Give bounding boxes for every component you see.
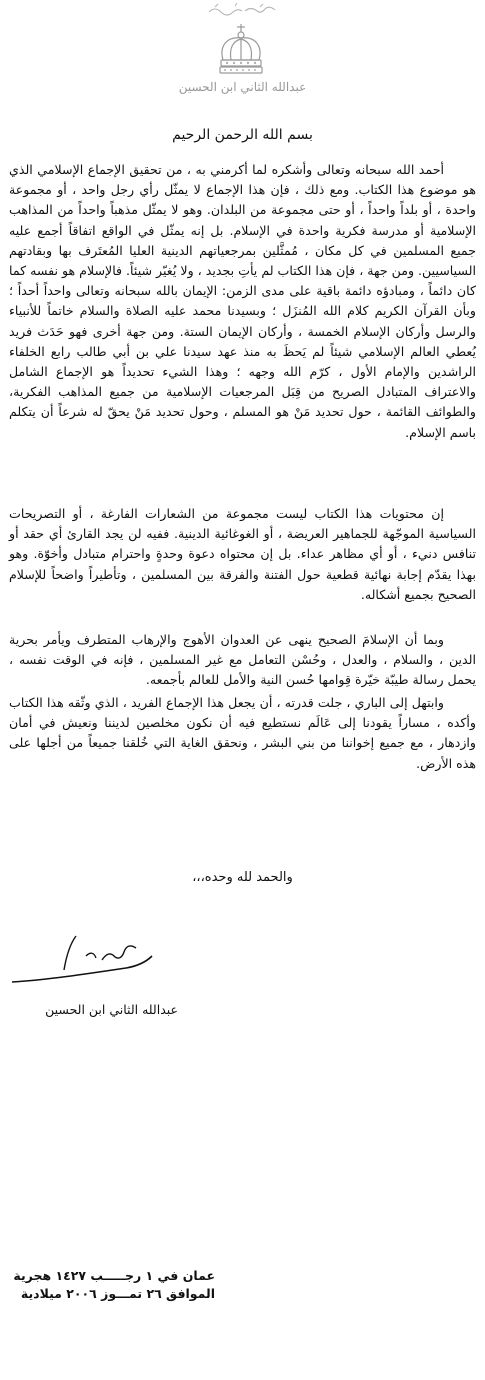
royal-crown-icon xyxy=(213,22,269,78)
date-gregorian: الموافق ٢٦ تمـــوز ٢٠٠٦ ميلادية xyxy=(20,1286,215,1301)
paragraph-2: إن محتويات هذا الكتاب ليست مجموعة من الشعارات الفارغة ، أو التصريحات السياسية الموجّهة للجماهير العريضة ، أو الغوغائية الدينية. ففيه لن يجد القارئ أي حقد أو تنافس دنيء ، أو أي مظاهر عداء. بل إن محتواه دعوة وحدةٍ واحترام متبادل وأخوّة. وهو بهذا يقدّم إجابة نهائية قطعية حول الفتنة والفرقة بين المسلمين ، وتأطيراً واضحاً للإسلام الصحيح بجميع أشكاله. xyxy=(9,506,476,602)
handwritten-signature-icon xyxy=(6,930,166,990)
paragraph-1: أحمد الله سبحانه وتعالى وأشكره لما أكرمني به ، من تحقيق الإجماع الإسلامي الذي هو موضوع هذا الكتاب. ومع ذلك ، فإن هذا الإجماع لا يمثّل رأي رجل واحد ، أو مجموعة واحدة ، أو بلداً واحداً ، أو حتى مجموعة من البلدان. وهو لا يمثّل مذهباً واحداً من المذاهب الإسلامية أو مدرسة فكرية واحدة في الإسلام. بل إنه يمثّل في الواقع اتفاقاً أجمع عليه جميع المسلمين في كل مكان ، مُمثَّلين بمرجعياتهم الدينية العليا المُعتَرف بها وبقادتهم السياسيين. ومن جهة ، فإن هذا الكتاب لم يأتِ بجديد ، ولا يُغيّر شيئاً. فالإسلام هو نفسه كما كان دائماً ، ومبادؤه دائمة باقية على مدى الزمن: الإيمان بالله سبحانه وتعالى واحداً أحداً ؛ وبأن القرآن الكريم كلام الله المُنزَل ؛ وبسيدنا محمد عليه الصلاة والسلام خاتماً للأنبياء والرسل وأركان الإسلام الخمسة ، وأركان الإيمان الستة. ومن جهة أخرى فهو حَدَث فريد يُعطي العالم الإسلامي شيئاً لم يَحظَ به منذ عهد سيدنا علي بن أبي طالب رابع الخلفاء الراشدين والإمام الأول ، كرّم الله وجهه ؛ وهذا الشيء تحديداً هو الإجماع الشامل والاعتراف المتبادل الصريح من قِبَل المرجعيات الإسلامية من جميع المذاهب الفكرية، والطوائف القائمة ، حول تحديد مَنْ هو المسلم ، وحول تحديد مَنْ يحقّ له شرعاً أن يتكلم باسم الإسلام. xyxy=(9,162,476,440)
calligraphy-motto-icon xyxy=(205,2,280,18)
basmala-heading: بسم الله الرحمن الرحيم xyxy=(172,127,313,143)
date-hijri: عمان في ١ رجـــــب ١٤٢٧ هجرية xyxy=(13,1268,215,1283)
letterhead-name: عبدالله الثاني ابن الحسين xyxy=(178,80,307,94)
paragraph-3: وبما أن الإسلامَ الصحيح ينهى عن العدوان الأهوج والإرهاب المتطرف ويأمر بحرية الدين ، والسلام ، والعدل ، وحُسْن التعامل مع غير المسلمين ، فإنه في الوقت نفسه ، يحمل رسالة طيبّة خيّرة قِوامها حُسن النية والأمل للعالم بأجمعه. xyxy=(9,632,476,688)
signer-name: عبدالله الثاني ابن الحسين xyxy=(45,1002,178,1017)
paragraph-4: وابتهل إلى الباري ، جلت قدرته ، أن يجعل هذا الإجماع الفريد ، الذي وثّقه هذا الكتاب وأكده ، مساراً يقودنا إلى عَالَم نستطيع فيه أن نكون مخلصين لديننا ونعيش في أمان وازدهار ، مع جميع إخواننا من بني البشر ، ونحقق الغاية التي خُلقنا جميعاً من أجلها على هذه الأرض. xyxy=(9,695,476,771)
closing-line: والحمد لله وحده،،، xyxy=(192,870,293,885)
